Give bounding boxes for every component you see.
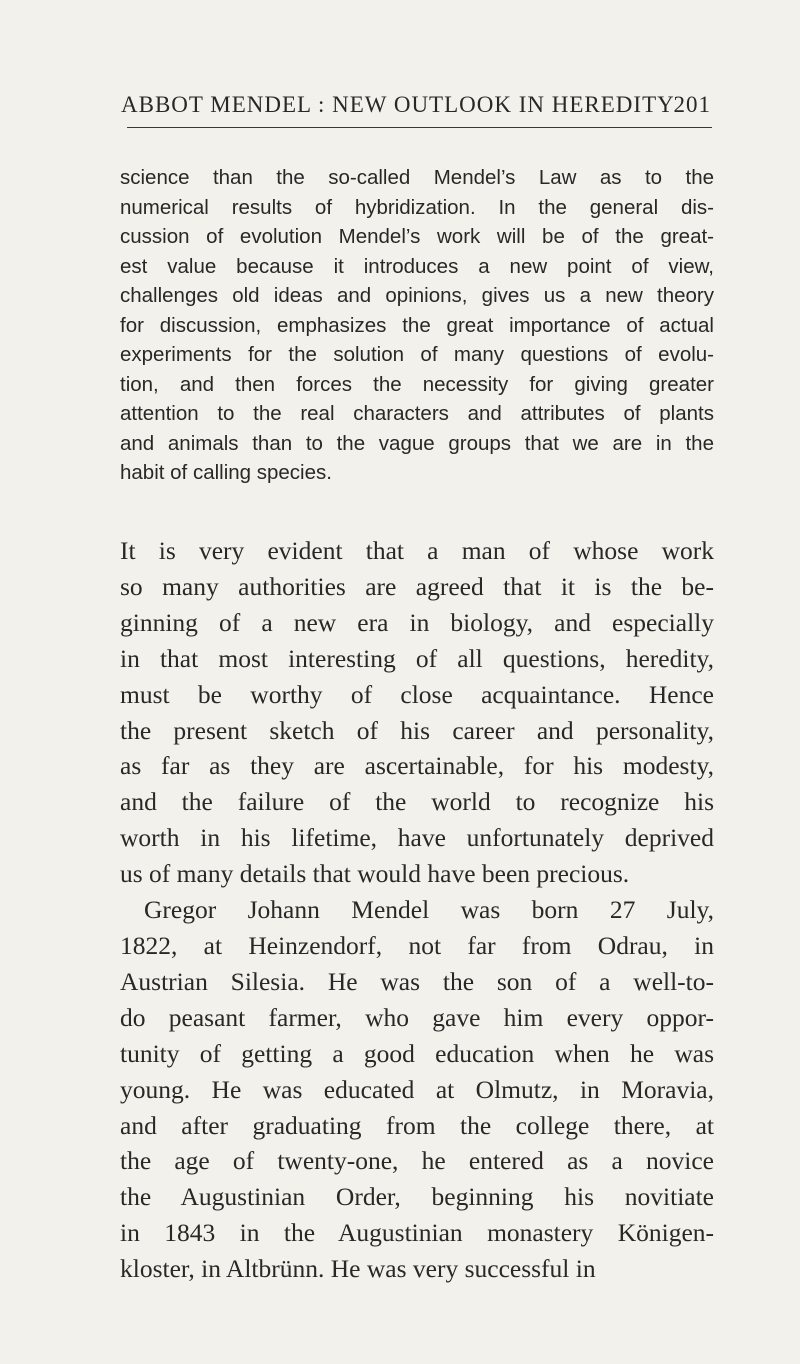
paragraph-2	[120, 533, 714, 892]
text-line: for discussion, emphasizes the great importance of actual	[120, 313, 714, 337]
text-line: est value because it introduces a new point of view,	[120, 254, 714, 278]
text-line: challenges old ideas and opinions, gives us a new theory	[120, 284, 714, 307]
text-line: in 1843 in the Augustinian monastery Königen-	[120, 1218, 714, 1248]
text-line: Austrian Silesia. He was the son of a well-to-	[120, 966, 714, 996]
text-line: worth in his lifetime, have unfortunately deprived	[120, 823, 714, 853]
text-line: us of many details that would have been precious.	[120, 859, 630, 889]
text-line: experiments for the solution of many questions of evolu-	[120, 343, 714, 366]
text-line: cussion of evolution Mendel’s work will be of the great-	[120, 225, 714, 248]
text-line: and after graduating from the college there, at	[120, 1110, 714, 1140]
text-line: Gregor Johann Mendel was born 27 July,	[144, 895, 714, 925]
text-line: so many authorities are agreed that it is the be-	[120, 571, 714, 601]
text-line: the present sketch of his career and personality,	[120, 715, 714, 745]
text-line: the Augustinian Order, beginning his novitiate	[120, 1182, 714, 1212]
text-line: science than the so-called Mendel’s Law as to the	[120, 166, 714, 189]
text-line: ginning of a new era in biology, and especially	[120, 607, 714, 637]
paragraph-3	[120, 892, 714, 1287]
paragraph-1	[120, 163, 714, 488]
header-rule	[127, 127, 712, 128]
text-line: tunity of getting a good education when he was	[120, 1038, 714, 1068]
page-number: 201	[673, 92, 711, 117]
text-line: in that most interesting of all questions, heredity,	[120, 643, 714, 673]
text-line: do peasant farmer, who gave him every oppor-	[120, 1002, 714, 1032]
text-line: kloster, in Altbrünn. He was very successful in	[120, 1254, 596, 1284]
text-line: must be worthy of close acquaintance. Hence	[120, 679, 714, 709]
text-line: young. He was educated at Olmutz, in Moravia,	[120, 1074, 714, 1104]
text-line: attention to the real characters and attributes of plants	[120, 402, 714, 425]
text-line: the age of twenty-one, he entered as a novice	[120, 1146, 714, 1176]
running-title: ABBOT MENDEL : NEW OUTLOOK IN HEREDITY	[121, 92, 675, 117]
text-line: and the failure of the world to recognize his	[120, 787, 714, 817]
text-line: habit of calling species.	[120, 461, 332, 484]
text-line: numerical results of hybridization. In the general dis-	[120, 195, 714, 219]
text-line: as far as they are ascertainable, for his modesty,	[120, 751, 714, 781]
text-line: 1822, at Heinzendorf, not far from Odrau, in	[120, 930, 714, 960]
text-line: tion, and then forces the necessity for giving greater	[120, 372, 714, 396]
text-line: and animals than to the vague groups that we are in the	[120, 431, 714, 455]
text-line: It is very evident that a man of whose work	[120, 536, 714, 565]
body-text	[120, 533, 714, 1287]
